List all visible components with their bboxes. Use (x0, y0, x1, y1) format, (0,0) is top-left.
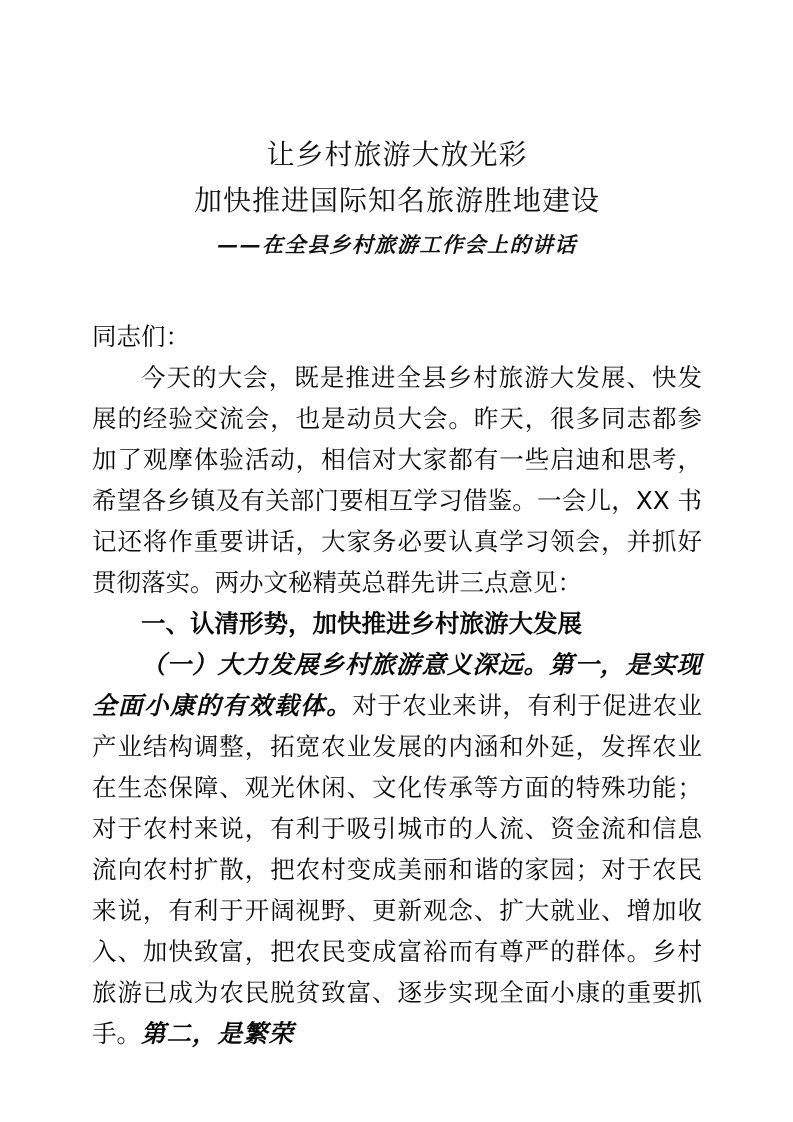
emphasis-tail-text: 第二，是繁荣 (141, 1019, 294, 1048)
document-title-line-1: 让乡村旅游大放光彩 (266, 138, 528, 171)
document-title-line-2: 加快推进国际知名旅游胜地建设 (193, 184, 600, 217)
document-body (92, 316, 702, 1054)
paragraph-opening: 今天的大会，既是推进全县乡村旅游大发展、快发展的经验交流会，也是动员大会。昨天，很多同志都参加了观摩体验活动，相信对大家都有一些启迪和思考，希望各乡镇及有关部门要相互学习借鉴。一会儿，XX 书记还将作重要讲话，大家务必要认真学习领会，并抓好贯彻落实。两办文秘精英总群先讲三点意见： (92, 363, 702, 597)
section-heading-one: 一、认清形势，加快推进乡村旅游大发展 (141, 609, 582, 638)
paragraph-section-1-a (92, 644, 702, 1054)
document-content (92, 0, 702, 1054)
document-subtitle: ——在全县乡村旅游工作会上的讲话 (217, 232, 577, 257)
salutation: 同志们： (92, 322, 190, 351)
section-1-body-text: 对于农业来讲，有利于促进农业产业结构调整，拓宽农业发展的内涵和外延，发挥农业在生态保障、观光休闲、文化传承等方面的特殊功能；对于农村来说，有利于吸引城市的人流、资金流和信息流向农村扩散，把农村变成美丽和谐的家园；对于农民来说，有利于开阔视野、更新观念、扩大就业、增加收入、加快致富，把农民变成富裕而有尊严的群体。乡村旅游已成为农民脱贫致富、逐步实现全面小康的重要抓手。 (92, 691, 702, 1048)
emphasis-lead-text: （一）大力发展乡村旅游意义深远。第一，是实现全面小康的有效载体。 (92, 650, 702, 720)
title-block (92, 0, 702, 264)
